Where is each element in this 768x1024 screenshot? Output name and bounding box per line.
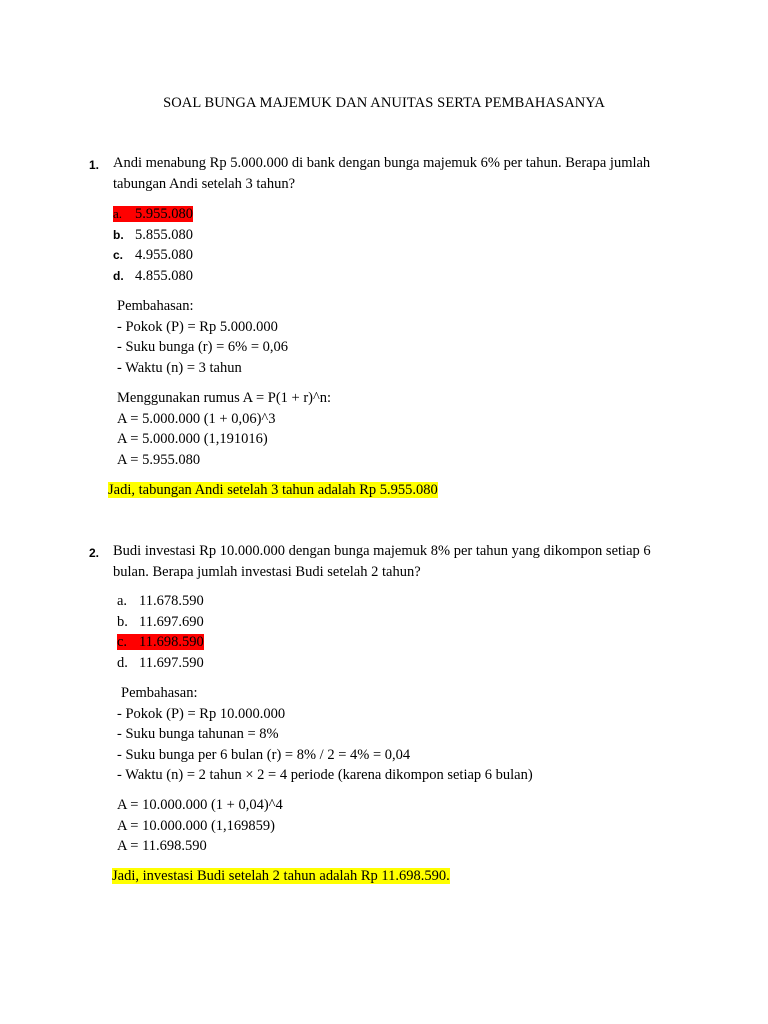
option-value: 4.855.080: [135, 267, 193, 284]
option-label: c.: [113, 248, 124, 263]
option-label: a.: [117, 593, 128, 609]
question-1-options: [113, 204, 193, 286]
discussion-line: - Pokok (P) = Rp 5.000.000: [117, 318, 278, 335]
formula-line: A = 10.000.000 (1,169859): [117, 817, 276, 834]
discussion-line: - Suku bunga (r) = 6% = 0,06: [117, 339, 288, 356]
formula-line: A = 10.000.000 (1 + 0,04)^4: [117, 797, 283, 813]
discussion-line: - Suku bunga per 6 bulan (r) = 8% / 2 = 4% = 0,04: [117, 746, 411, 763]
question-1-conclusion: [108, 480, 438, 501]
option-value: 4.955.080: [135, 247, 193, 264]
option-value: 11.697.690: [139, 613, 204, 630]
option-label: a.: [113, 206, 123, 221]
discussion-line: - Suku bunga tahunan = 8%: [117, 726, 279, 743]
option-a: [113, 204, 193, 225]
option-d: [113, 266, 193, 287]
discussion-line: Pembahasan:: [117, 298, 194, 314]
question-1-discussion: [117, 296, 288, 378]
discussion-line: - Waktu (n) = 2 tahun × 2 = 4 periode (karena dikompon setiap 6 bulan): [117, 767, 533, 784]
option-b: [113, 225, 193, 246]
discussion-line: - Waktu (n) = 3 tahun: [117, 359, 242, 376]
option-c: [113, 245, 193, 266]
option-a: [117, 591, 204, 612]
formula-line: A = 5.000.000 (1 + 0,06)^3: [117, 410, 276, 427]
question-2-conclusion: [112, 866, 450, 887]
question-2-text: Budi investasi Rp 10.000.000 dengan bunga majemuk 8% per tahun yang dikompon setiap 6 bulan. Berapa jumlah investasi Budi setelah 2 tahun?: [113, 543, 651, 580]
option-label: c.: [117, 634, 128, 651]
question-1-text: Andi menabung Rp 5.000.000 di bank dengan bunga majemuk 6% per tahun. Berapa jumlah tabungan Andi setelah 3 tahun?: [113, 155, 651, 192]
option-label: d.: [113, 268, 124, 283]
option-value: 11.698.590: [139, 634, 204, 651]
option-b: [117, 612, 204, 633]
option-value: 5.955.080: [135, 206, 193, 222]
formula-line: Menggunakan rumus A = P(1 + r)^n:: [117, 390, 332, 406]
option-value: 11.678.590: [139, 593, 204, 609]
discussion-line: - Pokok (P) = Rp 10.000.000: [117, 705, 286, 722]
question-2-discussion: [117, 683, 533, 786]
option-label: b.: [117, 613, 128, 630]
question-1-number: 1.: [89, 158, 100, 172]
document-title: SOAL BUNGA MAJEMUK DAN ANUITAS SERTA PEMBAHASANYA: [163, 95, 605, 111]
question-2-formula: [117, 795, 283, 857]
option-d: [117, 653, 204, 674]
option-value: 5.855.080: [135, 226, 193, 243]
question-1-formula: [117, 388, 331, 470]
formula-line: A = 11.698.590: [117, 838, 207, 855]
formula-line: A = 5.955.080: [117, 451, 201, 468]
question-2-options: [117, 591, 204, 673]
question-2-number: 2.: [89, 546, 100, 560]
option-label: d.: [117, 654, 128, 671]
conclusion-text: Jadi, investasi Budi setelah 2 tahun adalah Rp 11.698.590.: [112, 868, 450, 884]
option-label: b.: [113, 227, 124, 242]
option-value: 11.697.590: [139, 654, 204, 671]
discussion-line: Pembahasan:: [121, 685, 198, 701]
option-c: [117, 632, 204, 653]
conclusion-text: Jadi, tabungan Andi setelah 3 tahun adalah Rp 5.955.080: [108, 482, 438, 498]
formula-line: A = 5.000.000 (1,191016): [117, 431, 268, 448]
